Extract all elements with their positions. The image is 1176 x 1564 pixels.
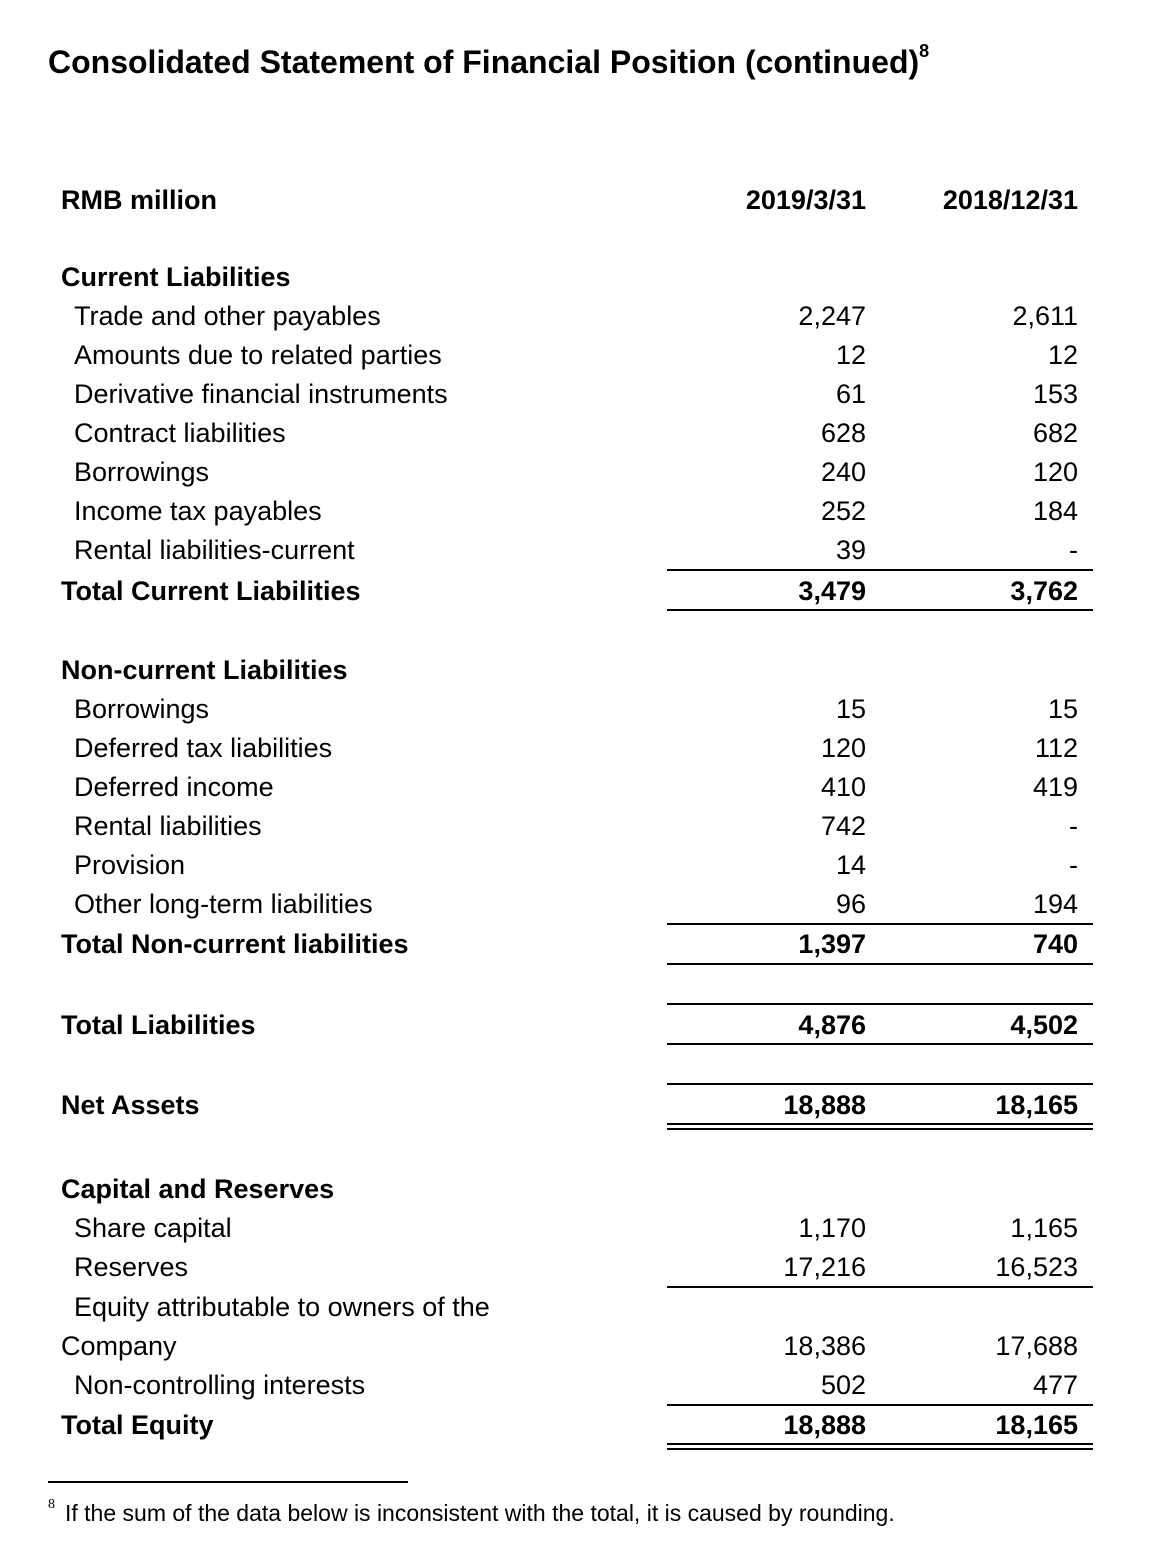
table-row: Derivative financial instruments 61 153 — [74, 379, 1078, 409]
column-header-row — [0, 181, 1176, 220]
table-row: Rental liabilities 742 - — [74, 811, 1078, 841]
divider — [667, 609, 1093, 611]
divider — [667, 569, 1093, 571]
table-row: Share capital 1,170 1,165 — [74, 1213, 1078, 1243]
double-underline — [667, 1448, 1093, 1450]
page-title: Consolidated Statement of Financial Position (continued)$^8$ — [48, 41, 930, 80]
divider — [667, 963, 1093, 965]
total-equity-row: Total Equity 18,888 18,165 — [61, 1410, 1078, 1440]
table-row: Non-controlling interests 502 477 — [74, 1370, 1078, 1400]
net-assets-row: Net Assets 18,888 18,165 — [61, 1090, 1078, 1120]
double-underline — [667, 1128, 1093, 1130]
total-liabilities-row: Total Liabilities 4,876 4,502 — [61, 1010, 1078, 1040]
table-row: Income tax payables 252 184 — [74, 496, 1078, 526]
table-row: Borrowings 240 120 — [74, 457, 1078, 487]
table-row: Rental liabilities-current 39 - — [74, 535, 1078, 565]
table-row: Trade and other payables 2,247 2,611 — [74, 301, 1078, 331]
table-row: Amounts due to related parties 12 12 — [74, 340, 1078, 370]
table-row: Contract liabilities 628 682 — [74, 418, 1078, 448]
section-heading: Current Liabilities — [61, 262, 291, 292]
table-row: Provision 14 - — [74, 850, 1078, 880]
footnote-ref: 8 — [919, 41, 930, 62]
unit-label: RMB million — [61, 185, 217, 215]
table-row: Reserves 17,216 16,523 — [74, 1252, 1078, 1282]
double-underline — [667, 1443, 1093, 1445]
table-row: Equity attributable to owners of the — [74, 1292, 490, 1322]
divider — [667, 1003, 1093, 1005]
footnote-rule — [48, 1481, 408, 1483]
table-row: Deferred income 410 419 — [74, 772, 1078, 802]
total-row: Total Current Liabilities 3,479 3,762 — [61, 576, 1078, 606]
table-row: Deferred tax liabilities 120 112 — [74, 733, 1078, 763]
divider — [667, 1043, 1093, 1045]
section-heading: Capital and Reserves — [61, 1174, 335, 1204]
total-row: Total Non-current liabilities 1,397 740 — [61, 929, 1078, 959]
column-header-2018: 2018/12/31 — [942, 185, 1078, 215]
table-row: Company 18,386 17,688 — [61, 1331, 1078, 1361]
footnote: $^8$ If the sum of the data below is inconsistent with the total, it is caused by rounding. — [48, 1497, 895, 1526]
divider — [667, 1083, 1093, 1085]
table-row: Borrowings 15 15 — [74, 694, 1078, 724]
table-row: Other long-term liabilities 96 194 — [74, 889, 1078, 919]
double-underline — [667, 1123, 1093, 1125]
column-header-2019: 2019/3/31 — [745, 185, 866, 215]
section-heading: Non-current Liabilities — [61, 655, 348, 685]
